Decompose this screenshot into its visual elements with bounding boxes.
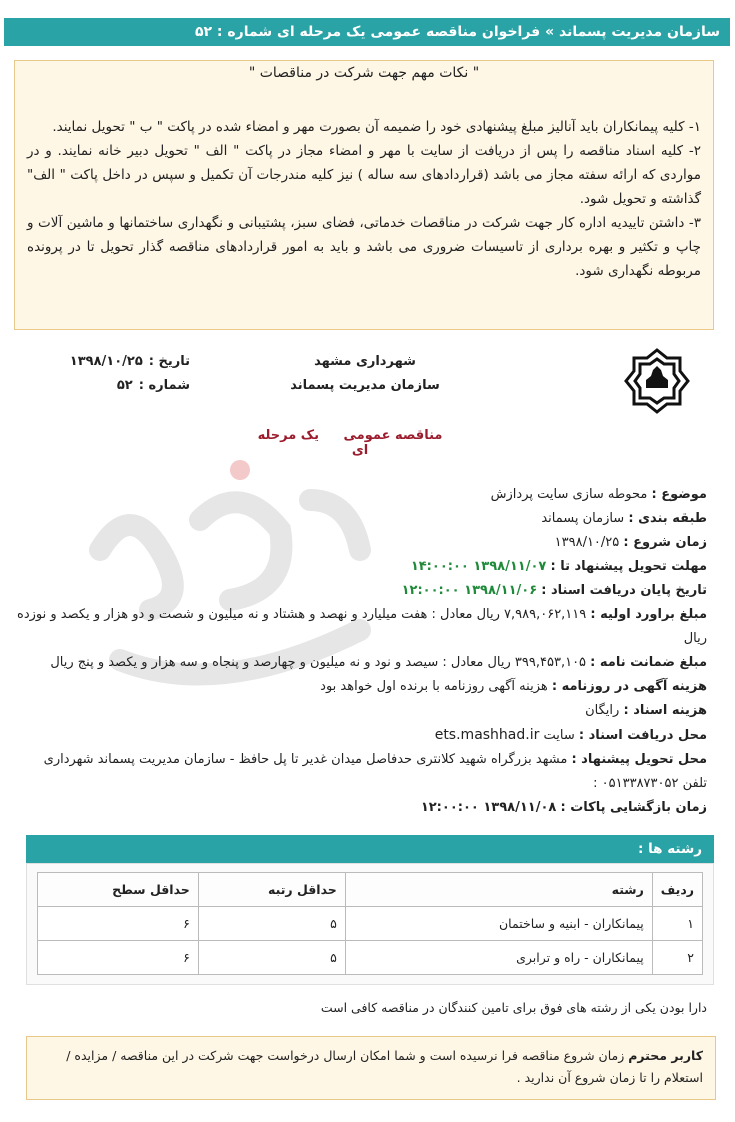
page-header-title: سازمان مدیریت پسماند » فراخوان مناقصه عمومی یک مرحله ای شماره : ۵۲ (194, 24, 720, 40)
category-label: طبقه بندی : (628, 511, 707, 526)
note-item: ۳- داشتن تاییدیه اداره کار جهت شرکت در مناقصات خدماتی، فضای سبز، پشتیبانی و نگهداری ساختمانها و ماشین آلات و چاپ و تکثیر و بهره برداری از تاسیسات ضروری می باشد و باید به امور قراردادهای مناقصه گذار تحویل تا در پرونده مربوطه نگهداری شود. (27, 215, 701, 279)
note-item: ۲- کلیه اسناد مناقصه را پس از دریافت از سایت با مهر و امضاء مجاز در پاکت " الف " تحویل دبیر خانه نمایند. و در مواردی که ارائه سفته مجاز می باشد (قراردادهای سه ساله ) نیز کلیه مندرجات آن تکمیل و سپس در داخل پاکت " الف" گذاشته و تحویل شود. (27, 143, 701, 207)
fields-box (26, 863, 714, 985)
doc-cost-label: هزینه اسناد : (623, 703, 707, 718)
ad-cost-label: هزینه آگهی در روزنامه : (551, 679, 707, 694)
estimate-label: مبلغ براورد اولیه : (590, 607, 707, 622)
doc-place-row (17, 723, 707, 748)
cell-field: پیمانکاران - راه و ترابری (345, 941, 652, 975)
subject-row (17, 483, 707, 507)
doc-place-site-link[interactable]: ets.mashhad.ir (434, 727, 540, 743)
col-header-field: رشته (345, 873, 652, 907)
page-header (4, 18, 730, 46)
guarantee-row (17, 651, 707, 675)
doc-place-label: محل دریافت اسناد : (578, 728, 707, 743)
ad-cost-value: هزینه آگهی روزنامه با برنده اول خواهد بود (320, 679, 548, 694)
tender-type-public: مناقصه عمومی (343, 428, 443, 443)
fields-footnote: دارا بودن یکی از رشته های فوق برای تامین کنندگان در مناقصه کافی است (320, 1000, 707, 1015)
deadline-row (17, 555, 707, 579)
subject-label: موضوع : (651, 487, 707, 502)
table-row (38, 941, 703, 975)
warning-bold: کاربر محترم (628, 1048, 703, 1063)
doc-cost-value: رایگان (585, 703, 620, 718)
table-row (38, 907, 703, 941)
not-started-warning (26, 1036, 716, 1100)
fields-table (37, 872, 703, 975)
deadline-value: ۱۳۹۸/۱۱/۰۷ ۱۴:۰۰:۰۰ (410, 559, 547, 574)
cell-index: ۱ (652, 907, 702, 941)
delivery-value: مشهد بزرگراه شهید کلانتری حدفاصل میدان غدیر تا پل حافظ - سازمان مدیریت پسماند شهرداری تلفن ۰۵۱۳۳۸۷۳۰۵۲ : (43, 752, 707, 791)
doc-end-value: ۱۳۹۸/۱۱/۰۶ ۱۲:۰۰:۰۰ (401, 583, 538, 598)
cell-min-rank: ۵ (198, 941, 345, 975)
opening-label: زمان بازگشایی پاکات : (560, 800, 707, 815)
doc-place-value: سایت (543, 728, 575, 743)
subject-value: محوطه سازی سایت پردازش (490, 487, 648, 502)
org-line-2: سازمان مدیریت پسماند (290, 378, 440, 393)
delivery-label: محل تحویل پیشنهاد : (571, 752, 707, 767)
date-value: ۱۳۹۸/۱۰/۲۵ (69, 354, 143, 369)
deadline-label: مهلت تحویل پیشنهاد تا : (550, 559, 707, 574)
date-number-block (20, 350, 190, 398)
guarantee-value: ۳۹۹,۴۵۳,۱۰۵ ریال معادل : سیصد و نود و نه میلیون و چهارصد و پنجاه و سه هزار و یکصد و پنج ریال (50, 655, 587, 670)
organization-name (290, 350, 440, 398)
cell-min-level: ۶ (38, 941, 199, 975)
category-value: سازمان پسماند (541, 511, 625, 526)
doc-end-label: تاریخ پایان دریافت اسناد : (541, 583, 707, 598)
cell-min-level: ۶ (38, 907, 199, 941)
important-notes-box (14, 60, 714, 330)
cell-index: ۲ (652, 941, 702, 975)
delivery-row (17, 748, 707, 796)
opening-row (17, 796, 707, 820)
cell-field: پیمانکاران - ابنیه و ساختمان (345, 907, 652, 941)
fields-title: رشته ها : (638, 841, 702, 857)
table-header-row (38, 873, 703, 907)
doc-cost-row (17, 699, 707, 723)
estimate-value: ۷,۹۸۹,۰۶۲,۱۱۹ ریال معادل : هفت میلیارد و نهصد و هشتاد و نه میلیون و شصت و دو هزار و یکصد و نوزده ریال (17, 607, 707, 646)
col-header-index: ردیف (652, 873, 702, 907)
tender-type-stage: یک مرحله ای (257, 428, 369, 458)
doc-end-row (17, 579, 707, 603)
number-value: ۵۲ (116, 378, 133, 393)
ad-cost-row (17, 675, 707, 699)
start-row (17, 531, 707, 555)
guarantee-label: مبلغ ضمانت نامه : (590, 655, 707, 670)
notes-title: " نکات مهم جهت شرکت در مناقصات " (248, 65, 480, 81)
estimate-row (17, 603, 707, 651)
number-label: شماره : (138, 378, 190, 393)
col-header-min-level: حداقل سطح (38, 873, 199, 907)
org-line-1: شهرداری مشهد (314, 354, 416, 369)
cell-min-rank: ۵ (198, 907, 345, 941)
category-row (17, 507, 707, 531)
col-header-min-rank: حداقل رتبه (198, 873, 345, 907)
opening-value: ۱۳۹۸/۱۱/۰۸ ۱۲:۰۰:۰۰ (420, 800, 557, 815)
tender-details (17, 483, 707, 820)
start-value: ۱۳۹۸/۱۰/۲۵ (554, 535, 620, 550)
date-label: تاریخ : (148, 354, 190, 369)
mashhad-municipality-logo (622, 346, 692, 416)
start-label: زمان شروع : (623, 535, 707, 550)
fields-header (26, 835, 714, 863)
note-item: ۱- کلیه پیمانکاران باید آنالیز مبلغ پیشنهادی خود را ضمیمه آن بصورت مهر و امضاء شده در پاکت " ب " تحویل نمایند. (52, 119, 701, 135)
warning-text: زمان شروع مناقصه فرا نرسیده است و شما امکان ارسال درخواست جهت شرکت در این مناقصه / مزایده / استعلام را تا زمان شروع آن ندارید . (66, 1048, 703, 1085)
